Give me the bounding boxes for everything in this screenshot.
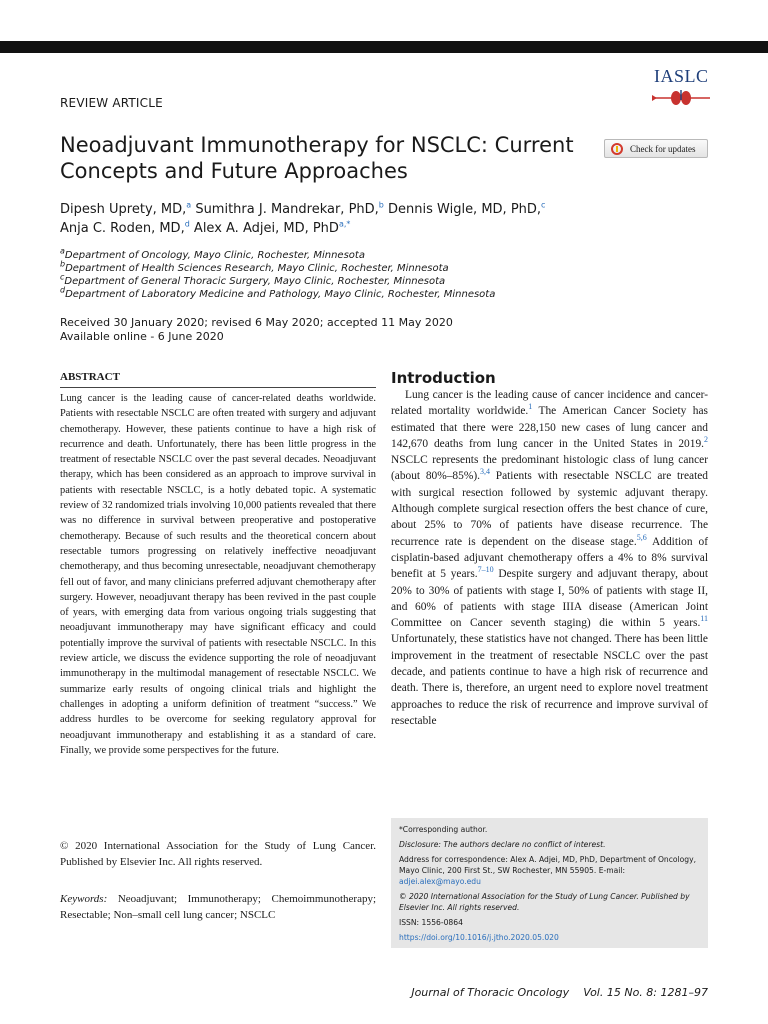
box-copyright: © 2020 International Association for the Study of Lung Cancer. Published by Elsevier Inc. All rights reserved.: [399, 892, 690, 912]
issn: ISSN: 1556-0864: [399, 918, 463, 927]
refresh-icon: [610, 142, 626, 156]
citation-link[interactable]: 1: [528, 402, 533, 412]
disclosure-note: Disclosure: The authors declare no conflict of interest.: [399, 840, 606, 849]
doi-link[interactable]: https://doi.org/10.1016/j.jtho.2020.05.020: [399, 933, 559, 942]
article-title: Neoadjuvant Immunotherapy for NSCLC: Current Concepts and Future Approaches: [60, 133, 574, 183]
keywords: [60, 891, 376, 923]
citation-link[interactable]: 11: [700, 614, 708, 624]
journal-footer: [400, 986, 708, 999]
affiliation: $^a$Department of Oncology, Mayo Clinic, Rochester, Minnesota: [60, 246, 365, 261]
corresponding-author-note: *Corresponding author.: [399, 825, 488, 834]
correspondence-box: [391, 818, 708, 948]
section-label: REVIEW ARTICLE: [60, 96, 163, 110]
journal-name: Journal of Thoracic Oncology: [411, 986, 570, 999]
author: Dipesh Uprety, MD,$^a$: [60, 200, 192, 217]
author: Dennis Wigle, MD, PhD,$^c$: [388, 200, 546, 217]
author: Anja C. Roden, MD,$^d$: [60, 219, 190, 236]
citation-link[interactable]: 7–10: [477, 565, 494, 575]
abstract-copyright: © 2020 International Association for the Study of Lung Cancer. Published by Elsevier Inc. All rights reserved.: [60, 840, 376, 868]
article-dates: [60, 316, 453, 344]
author-list: [60, 200, 620, 238]
citation-link[interactable]: 5,6: [636, 532, 647, 542]
top-bar: [0, 41, 768, 53]
introduction-heading: Introduction: [391, 369, 496, 387]
author: Alex A. Adjei, MD, PhD$^{a,*}$: [193, 219, 351, 236]
affiliation: $^c$Department of General Thoracic Surgery, Mayo Clinic, Rochester, Minnesota: [60, 272, 446, 287]
abstract-text: Lung cancer is the leading cause of cancer-related deaths worldwide. Patients with resectable NSCLC are often treated with surgery and adjuvant chemotherapy. However, these patients continue to have a high risk of recurrence and death. Unfortunately, there has been little progress in the treatment of resectable NSCLC over the past several decades. Neoadjuvant therapy, which has been considered as an approach to improve survival in patients with resectable NSCLC, is a hotly debated topic. A systematic review of 32 randomized trials involving 10,000 patients revealed that there was no difference in survival between preoperative and postoperative chemotherapy. Because of such results and the theoretical concern about resectable tumors progressing on relatively ineffective neoadjuvant chemotherapy, and thus becoming unresectable, neoadjuvant chemotherapy fell out of favor, and many clinicians preferred adjuvant chemotherapy after surgery. However, neoadjuvant therapy has been revived in the past couple of years, with emerging data from various ongoing trials suggesting that neoadjuvant immunotherapy may have significant efficacy and could potentially improve the survival of patients with resectable NSCLC. In this review article, we discuss the evidence supporting the role of neoadjuvant immunotherapy in the multimodal management of resectable NSCLC. We summarize early results of ongoing clinical trials and highlight the challenges in adopting a uniform definition of treatment “success.” We address hurdles to be overcome for seeking regulatory approval for neoadjuvant immunotherapy and establishing it as a standard of care. Finally, we provide some perspectives for the future.: [60, 393, 376, 756]
author: Sumithra J. Mandrekar, PhD,$^b$: [195, 200, 384, 217]
keywords-text: Neoadjuvant; Immunotherapy; Chemoimmunotherapy; Resectable; Non–small cell lung cancer; NSCLC: [60, 893, 377, 921]
iaslc-logo: [648, 66, 718, 112]
journal-volume: Vol. 15 No. 8: 1281–97: [583, 986, 708, 999]
email-link[interactable]: adjei.alex@mayo.edu: [399, 877, 481, 886]
abstract-divider: [60, 387, 376, 388]
check-for-updates-button[interactable]: [604, 139, 708, 158]
introduction-text: Lung cancer is the leading cause of cancer incidence and cancer-related mortality worldwide.$^1$ The American Cancer Society has estimated that there were 228,150 new cases of lung cancer and 142,670 deaths from lung cancer in the United States in 2019.$^2$ NSCLC represents the predominant histologic class of lung cancer (about 80%–85%).$^{3,4}$ Patients with resectable NSCLC are treated with surgical resection followed by systemic adjuvant therapy. Although complete surgical resection offers the best chance of cure, about 25% to 70% of patients have disease recurrence. The recurrence rate is dependent on the disease stage.$^{5,6}$ Addition of cisplatin-based adjuvant chemotherapy offers a 4% to 8% survival benefit at 5 years.$^{7-10}$ Despite surgery and adjuvant therapy, about 20% to 30% of patients with stage I, 50% of patients with stage II, and 60% of patients with stage IIIA disease (American Joint Committee on Cancer seventh staging) die within 5 years.$^{11}$ Unfortunately, these statistics have not changed. There has been little improvement in the treatment of resectable NSCLC over the past decade, and patients continue to have a high risk of recurrence and death. There is, therefore, an urgent need to explore novel treatment approaches to reduce the risk of recurrence and improve survival of resectable: [391, 389, 708, 727]
affiliations: [60, 246, 620, 301]
check-updates-label: Check for updates: [630, 143, 696, 154]
affiliation: $^d$Department of Laboratory Medicine and Pathology, Mayo Clinic, Rochester, Minnesota: [60, 285, 496, 300]
correspondence-address: Address for correspondence: Alex A. Adjei, MD, PhD, Department of Oncology, Mayo Clinic, 200 First St., SW Rochester, MN 55905. E-mail: adjei.alex@mayo.edu: [399, 855, 697, 886]
available-date: Available online - 6 June 2020: [60, 330, 224, 343]
citation-link[interactable]: 3,4: [479, 467, 490, 477]
citation-link[interactable]: 2: [704, 435, 708, 445]
logo-text: IASLC: [654, 66, 709, 86]
received-date: Received 30 January 2020; revised 6 May 2020; accepted 11 May 2020: [60, 316, 453, 329]
abstract-heading: ABSTRACT: [60, 371, 120, 383]
keywords-label: Keywords:: [60, 893, 108, 905]
affiliation: $^b$Department of Health Sciences Research, Mayo Clinic, Rochester, Minnesota: [60, 259, 449, 274]
lung-logo-icon: [648, 88, 718, 110]
